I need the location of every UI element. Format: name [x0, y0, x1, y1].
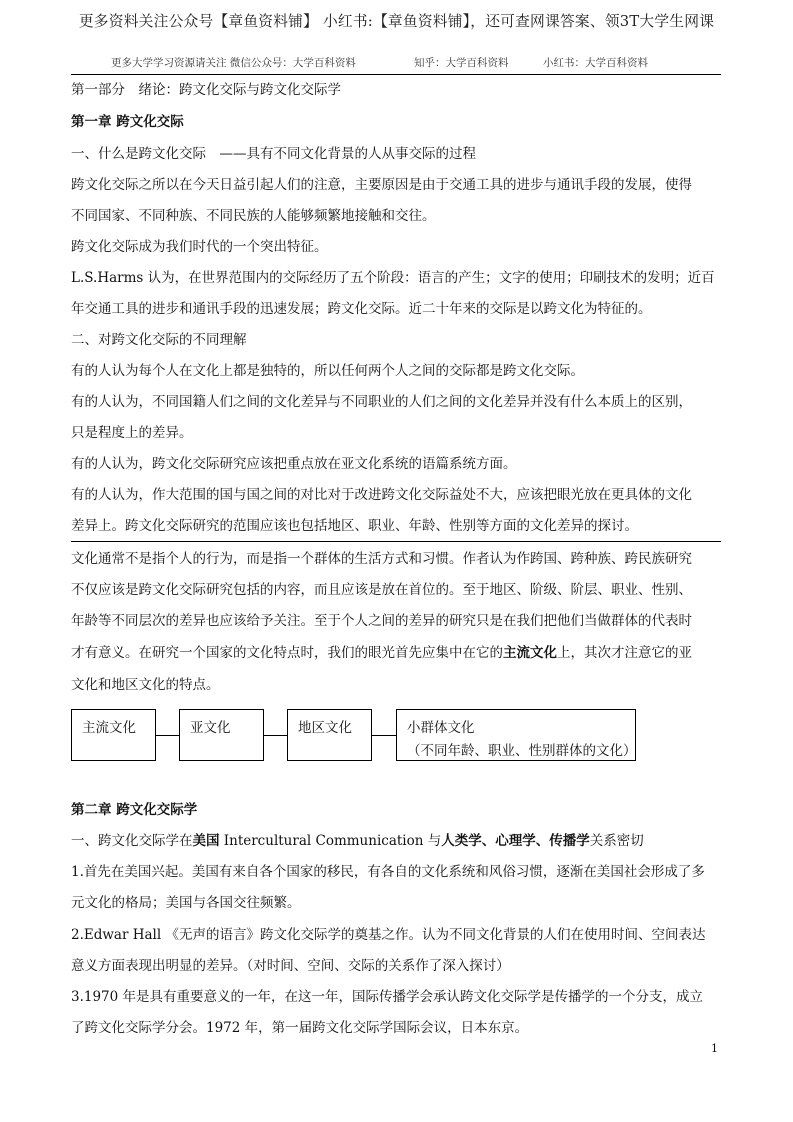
header-xiaohongshu: 小红书：大学百科资料 — [543, 57, 648, 69]
paragraph-line: 意义方面表现出明显的差异。（对时间、空间、交际的关系作了深入探讨） — [71, 958, 510, 974]
box-label: 亚文化 — [190, 720, 231, 736]
ch2-section-1-title — [71, 832, 644, 850]
box-sublabel: （不同年龄、职业、性别群体的文化） — [407, 743, 637, 759]
paragraph-line: 有的人认为，跨文化交际研究应该把重点放在亚文化系统的语篇系统方面。 — [71, 456, 517, 472]
text-run: 关系密切 — [589, 833, 644, 849]
box-small-group-culture — [396, 709, 636, 761]
box-label: 地区文化 — [298, 720, 352, 736]
paragraph-line: 不仅应该是跨文化交际研究包括的内容，而且应该是放在首位的。至于地区、阶级、阶层、职业、性别、 — [71, 582, 692, 598]
bold-term-usa: 美国 — [192, 833, 220, 849]
paragraph-line — [71, 644, 692, 662]
connector-line — [156, 735, 179, 736]
bold-term-mainstream: 主流文化 — [503, 645, 557, 661]
chapter-1-title: 第一章 跨文化交际 — [71, 114, 184, 130]
box-label: 小群体文化 — [407, 720, 475, 736]
page-number: 1 — [711, 1042, 718, 1055]
paragraph-line: 跨文化交际之所以在今天日益引起人们的注意，主要原因是由于交通工具的进步与通讯手段的发展，使得 — [71, 177, 692, 193]
paragraph-line: 了跨文化交际学分会。1972 年，第一届跨文化交际学国际会议，日本东京。 — [71, 1020, 529, 1036]
promo-banner: 更多资料关注公众号【章鱼资料铺】 小红书:【章鱼资料铺】，还可查网课答案、领3T大学生网课 — [78, 12, 715, 30]
section-2-title: 二、对跨文化交际的不同理解 — [71, 332, 247, 348]
section-1-title: 一、什么是跨文化交际 ——具有不同文化背景的人从事交际的过程 — [71, 146, 476, 162]
box-subculture — [179, 709, 264, 761]
paragraph-line: 有的人认为，不同国籍人们之间的文化差异与不同职业的人们之间的文化差异并没有什么本质上的区别， — [71, 394, 692, 410]
paragraph-line: 差异上。跨文化交际研究的范围应该也包括地区、职业、年龄、性别等方面的文化差异的探讨。 — [71, 518, 638, 534]
paragraph-line: 1.首先在美国兴起。美国有来自各个国家的移民，有各自的文化系统和风俗习惯，逐渐在美国社会形成了多 — [71, 864, 705, 880]
paragraph-line: 年龄等不同层次的差异也应该给予关注。至于个人之间的差异的研究只是在我们把他们当做群体的代表时 — [71, 613, 692, 629]
paragraph-line: 有的人认为每个人在文化上都是独特的，所以任何两个人之间的交际都是跨文化交际。 — [71, 363, 584, 379]
box-mainstream-culture — [71, 709, 156, 761]
paragraph-line: 有的人认为，作大范围的国与国之间的对比对于改进跨文化交际益处不大，应该把眼光放在更具体的文化 — [71, 487, 692, 503]
paragraph-line: 3.1970 年是具有重要意义的一年，在这一年，国际传播学会承认跨文化交际学是传播学的一个分支，成立 — [71, 989, 704, 1005]
section-rule — [71, 541, 721, 542]
connector-line — [264, 735, 287, 736]
box-regional-culture — [287, 709, 372, 761]
text-run: 才有意义。在研究一个国家的文化特点时，我们的眼光首先应集中在它的 — [71, 645, 503, 661]
paragraph-line: 文化和地区文化的特点。 — [71, 677, 220, 693]
paragraph-line: L.S.Harms 认为，在世界范围内的交际经历了五个阶段：语言的产生；文字的使用；印刷技术的发明；近百 — [71, 270, 715, 286]
box-label: 主流文化 — [82, 720, 136, 736]
paragraph-line: 2.Edwar Hall 《无声的语言》跨文化交际学的奠基之作。认为不同文化背景的人们在使用时间、空间表达 — [71, 927, 706, 943]
part-title: 第一部分 绪论：跨文化交际与跨文化交际学 — [71, 82, 341, 98]
text-run: Intercultural Communication 与 — [219, 833, 442, 849]
paragraph-line: 不同国家、不同种族、不同民族的人能够频繁地接触和交往。 — [71, 208, 436, 224]
paragraph-line: 跨文化交际成为我们时代的一个突出特征。 — [71, 239, 328, 255]
header-zhihu: 知乎：大学百科资料 — [414, 57, 509, 69]
connector-line — [372, 735, 396, 736]
paragraph-line: 元文化的格局；美国与各国交往频繁。 — [71, 895, 301, 911]
bold-term-disciplines: 人类学、心理学、传播学 — [441, 833, 590, 849]
header-wechat: 更多大学学习资源请关注 微信公众号：大学百科资料 — [111, 57, 356, 69]
text-run: 一、跨文化交际学在 — [71, 833, 193, 849]
paragraph-line: 只是程度上的差异。 — [71, 425, 193, 441]
paragraph-line: 年交通工具的进步和通讯手段的迅速发展；跨文化交际。近二十年来的交际是以跨文化为特征的。 — [71, 301, 652, 317]
chapter-2-title: 第二章 跨文化交际学 — [71, 802, 198, 818]
header-rule — [71, 74, 721, 75]
text-run: 上，其次才注意它的亚 — [557, 645, 692, 661]
paragraph-line: 文化通常不是指个人的行为，而是指一个群体的生活方式和习惯。作者认为作跨国、跨种族、跨民族研究 — [71, 551, 692, 567]
